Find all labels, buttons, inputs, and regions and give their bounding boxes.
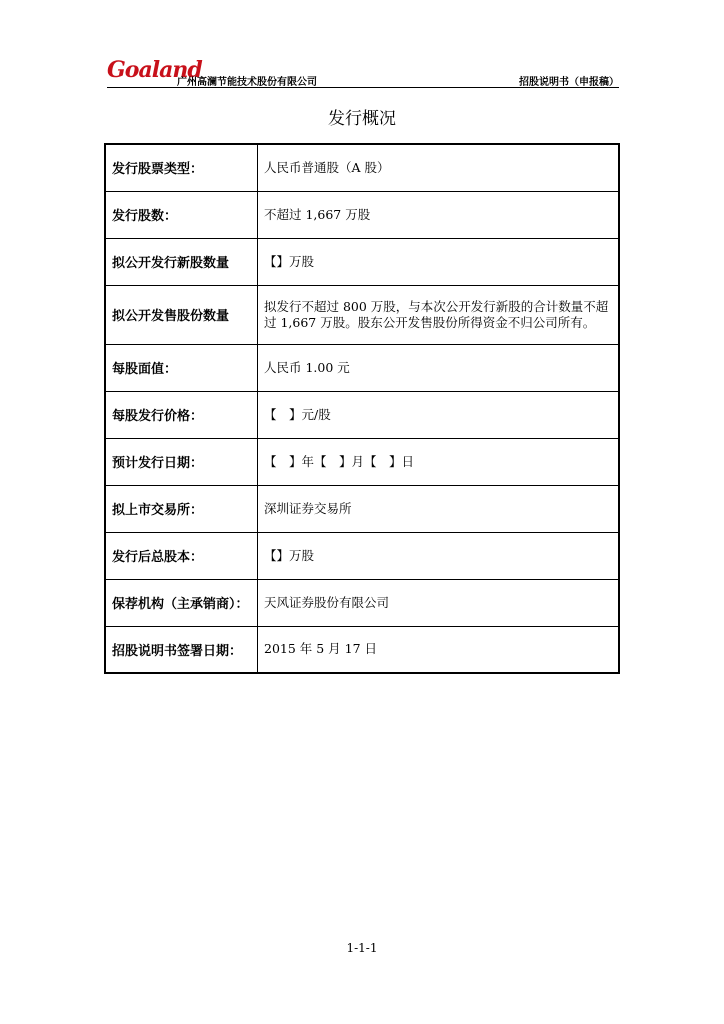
row-label: 发行股数： bbox=[105, 191, 258, 238]
company-name: 广州高澜节能技术股份有限公司 bbox=[177, 77, 317, 88]
table-row bbox=[105, 344, 619, 391]
page-header bbox=[107, 56, 619, 88]
row-value: 人民币 1.00 元 bbox=[258, 344, 620, 391]
row-label: 发行后总股本： bbox=[105, 532, 258, 579]
row-value: 拟发行不超过 800 万股，与本次公开发行新股的合计数量不超过 1,667 万股。股东公开发售股份所得资金不归公司所有。 bbox=[258, 285, 620, 344]
page-number: 1-1-1 bbox=[346, 941, 378, 955]
table-row bbox=[105, 532, 619, 579]
page-title: 发行概况 bbox=[328, 109, 396, 129]
offering-overview-table bbox=[104, 143, 620, 674]
row-label: 招股说明书签署日期： bbox=[105, 626, 258, 673]
table-row bbox=[105, 626, 619, 673]
table-row bbox=[105, 285, 619, 344]
table-row bbox=[105, 238, 619, 285]
table-row bbox=[105, 438, 619, 485]
table-row bbox=[105, 144, 619, 191]
row-label: 每股面值： bbox=[105, 344, 258, 391]
row-value: 深圳证券交易所 bbox=[258, 485, 620, 532]
row-value: 人民币普通股（A 股） bbox=[258, 144, 620, 191]
row-label: 拟公开发售股份数量 bbox=[105, 285, 258, 344]
row-label: 拟上市交易所： bbox=[105, 485, 258, 532]
table-row bbox=[105, 485, 619, 532]
row-value: 2015 年 5 月 17 日 bbox=[258, 626, 620, 673]
company-logo: Goaland bbox=[107, 57, 202, 83]
row-value: 【 】元/股 bbox=[258, 391, 620, 438]
row-value: 【 】年【 】月【 】日 bbox=[258, 438, 620, 485]
row-label: 发行股票类型： bbox=[105, 144, 258, 191]
row-value: 不超过 1,667 万股 bbox=[258, 191, 620, 238]
row-label: 每股发行价格： bbox=[105, 391, 258, 438]
header-divider bbox=[107, 87, 619, 88]
table-row bbox=[105, 191, 619, 238]
document-type: 招股说明书（申报稿） bbox=[519, 77, 619, 88]
row-value: 【】万股 bbox=[258, 532, 620, 579]
row-label: 预计发行日期： bbox=[105, 438, 258, 485]
row-label: 保荐机构（主承销商）： bbox=[105, 579, 258, 626]
row-value: 【】万股 bbox=[258, 238, 620, 285]
table-row bbox=[105, 391, 619, 438]
row-value: 天风证券股份有限公司 bbox=[258, 579, 620, 626]
table-row bbox=[105, 579, 619, 626]
row-label: 拟公开发行新股数量 bbox=[105, 238, 258, 285]
